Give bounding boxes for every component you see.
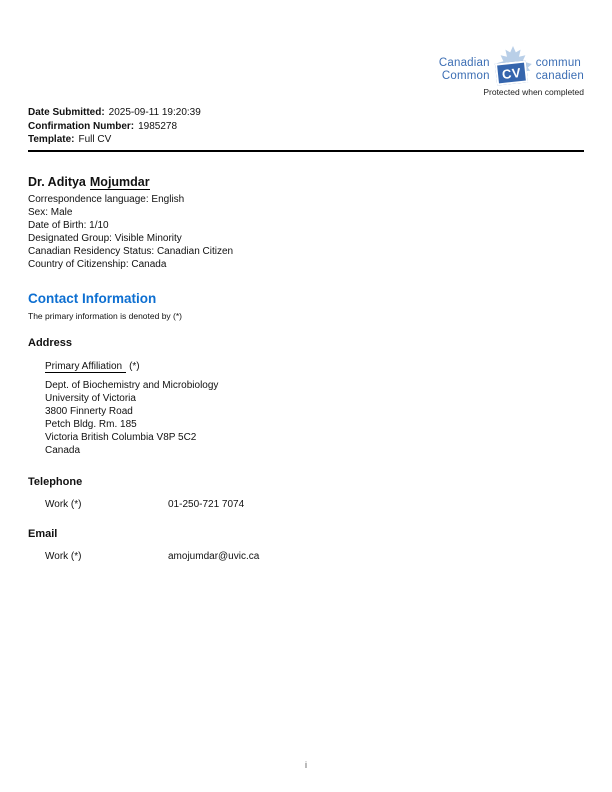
primary-affiliation-label: Primary Affiliation (45, 361, 126, 373)
email-heading: Email (28, 528, 58, 540)
logo-line-canadien: canadien (535, 69, 584, 82)
email-work-row (28, 550, 584, 563)
meta-row-confirmation-number (28, 120, 584, 134)
logo-text-french (536, 57, 584, 84)
logo-line-common: Common (441, 69, 490, 82)
address-lines (28, 379, 584, 457)
address-line-country: Canada (45, 445, 81, 456)
name-prefix: Dr. Aditya (28, 175, 86, 189)
telephone-heading: Telephone (28, 476, 83, 488)
address-line-building: Petch Bldg. Rm. 185 (45, 419, 137, 430)
telephone-work-label: Work (*) (45, 499, 82, 510)
person-name (28, 174, 584, 190)
surname-underlined: Mojumdar (89, 175, 150, 189)
address-line-department: Dept. of Biochemistry and Microbiology (45, 380, 219, 391)
primary-affiliation-row (28, 360, 584, 373)
detail-sex: Sex: Male (28, 207, 73, 218)
detail-designated-group: Designated Group: Visible Minority (28, 233, 182, 244)
protected-note: Protected when completed (483, 87, 584, 97)
primary-info-note: The primary information is denoted by (*) (28, 311, 183, 321)
ccv-logo (439, 46, 584, 84)
submission-meta (28, 106, 584, 147)
email-work-label: Work (*) (45, 551, 82, 562)
logo-line-commun: commun (535, 57, 582, 69)
address-line-street: 3800 Finnerty Road (45, 406, 133, 417)
document-body (28, 106, 584, 563)
detail-citizenship: Country of Citizenship: Canada (28, 259, 167, 270)
horizontal-rule (28, 150, 584, 153)
template-value: Full CV (78, 134, 112, 145)
address-line-city-province-postal: Victoria British Columbia V8P 5C2 (45, 432, 197, 443)
detail-date-of-birth: Date of Birth: 1/10 (28, 220, 109, 231)
telephone-work-row (28, 498, 584, 511)
date-submitted-value: 2025-09-11 19:20:39 (108, 107, 201, 118)
document-header (439, 46, 584, 97)
logo-line-canadian: Canadian (438, 57, 490, 69)
person-details (28, 193, 584, 271)
date-submitted-label: Date Submitted: (28, 107, 105, 118)
address-line-institution: University of Victoria (45, 393, 136, 404)
meta-row-date-submitted (28, 106, 584, 120)
telephone-work-number: 01-250-721 7074 (168, 499, 245, 510)
confirmation-number-label: Confirmation Number: (28, 120, 135, 132)
template-label: Template: (28, 134, 75, 145)
logo-text-english (439, 57, 490, 84)
detail-residency-status: Canadian Residency Status: Canadian Citizen (28, 246, 234, 257)
detail-correspondence-language: Correspondence language: English (28, 194, 185, 205)
primary-affiliation-asterisk: (*) (129, 361, 140, 372)
meta-row-template (28, 133, 584, 147)
maple-leaf-icon (491, 46, 535, 84)
page-number: i (305, 760, 307, 770)
address-heading: Address (28, 337, 73, 349)
cv-badge: CV (495, 60, 528, 85)
contact-information-title: Contact Information (28, 291, 157, 306)
email-work-address: amojumdar@uvic.ca (168, 551, 260, 562)
confirmation-number-value: 1985278 (138, 120, 178, 132)
